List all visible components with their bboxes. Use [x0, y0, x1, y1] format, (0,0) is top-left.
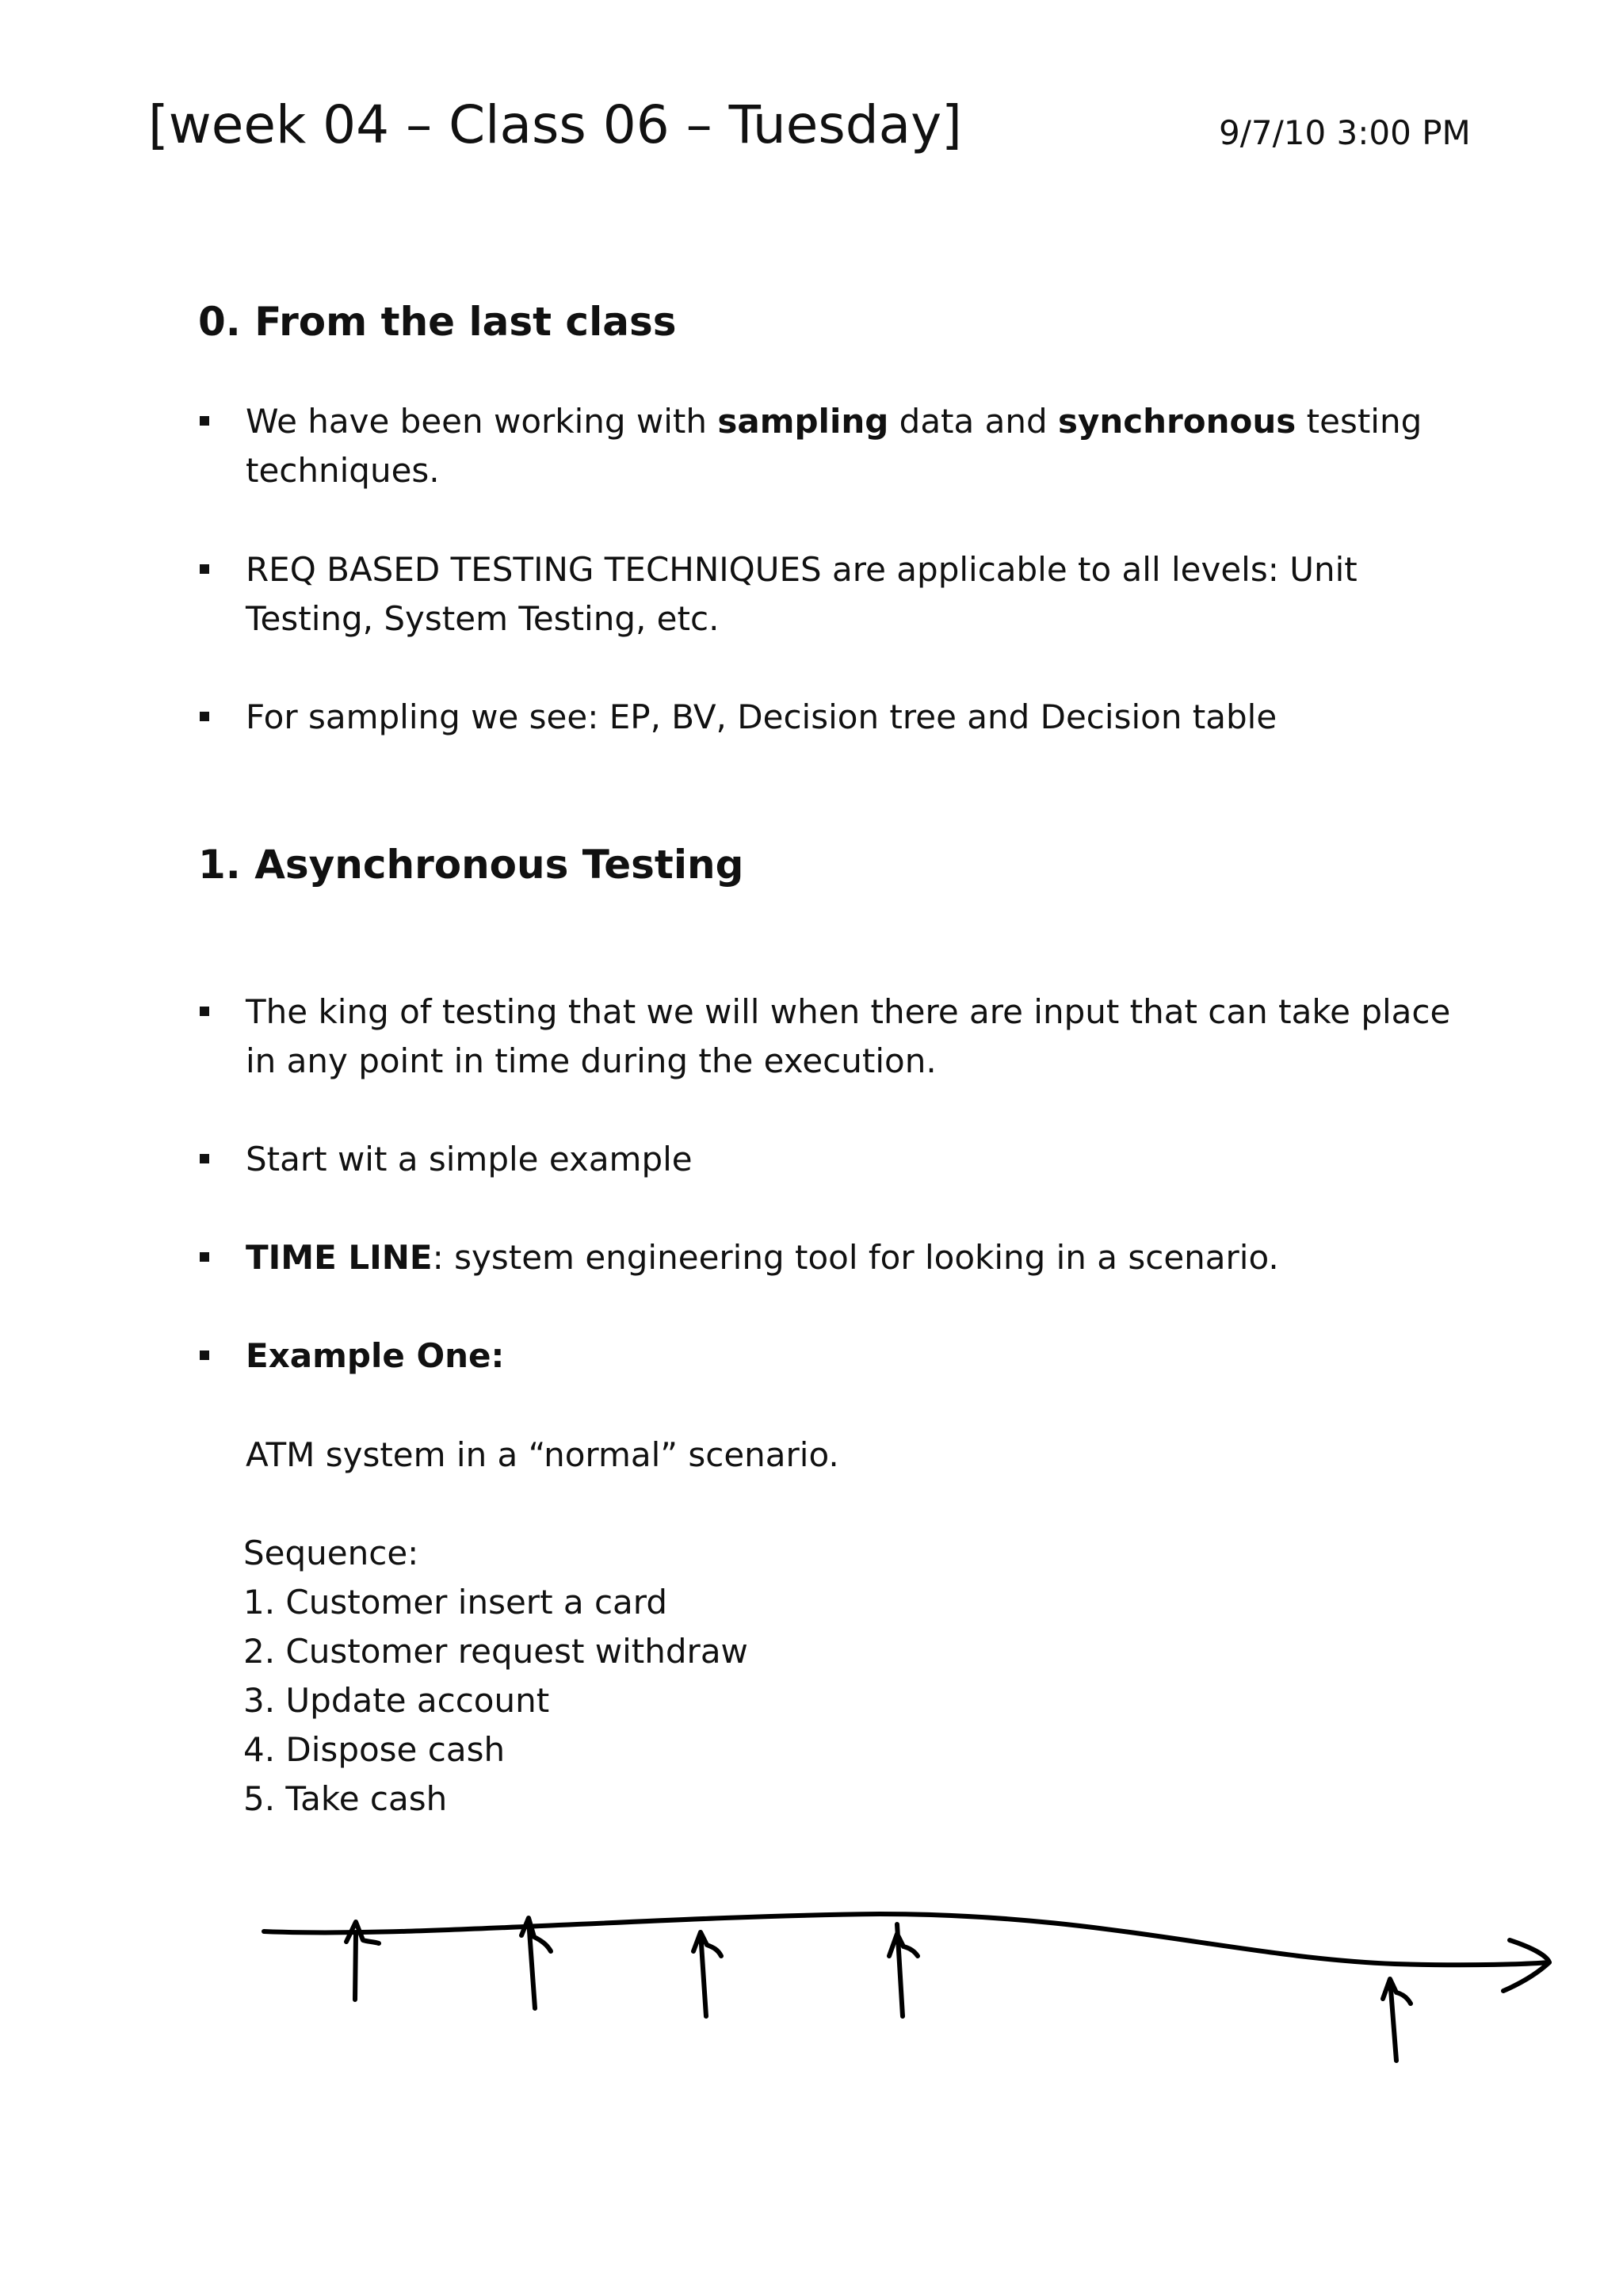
sequence-step: 1. Customer insert a card [243, 1583, 667, 1622]
bullet-square-icon [200, 712, 209, 721]
bullet-square-icon [200, 1252, 209, 1262]
list-item-text: REQ BASED TESTING TECHNIQUES are applicable to all levels: Unit Testing, System Testing, etc. [246, 550, 1358, 638]
list-item-text: For sampling we see: EP, BV, Decision tree and Decision table [246, 697, 1277, 736]
sequence-step: 4. Dispose cash [243, 1730, 506, 1769]
list-item-text: The king of testing that we will when there are input that can take place in any point in time during the execution. [246, 992, 1451, 1080]
event-marker-arrow [521, 1918, 551, 2008]
sequence-step: 5. Take cash [243, 1779, 448, 1818]
list-item-text: Example One: [246, 1336, 505, 1375]
list-item-text: We have been working with sampling data and synchronous testing techniques. [246, 402, 1423, 490]
sequence-step: 3. Update account [243, 1681, 550, 1720]
bullet-square-icon [200, 1154, 209, 1163]
bullet-square-icon [200, 564, 209, 574]
bullet-square-icon [200, 416, 209, 426]
sequence-step: 2. Customer request withdraw [243, 1632, 748, 1671]
list-item-text: Start wit a simple example [246, 1140, 693, 1179]
example-description: ATM system in a “normal” scenario. [246, 1435, 839, 1474]
event-marker-arrow [346, 1922, 379, 2000]
section-heading-asynchronous-testing: 1. Asynchronous Testing [198, 842, 744, 888]
bullet-square-icon [200, 1350, 209, 1360]
bullet-square-icon [200, 1007, 209, 1016]
page-title: [week 04 – Class 06 – Tuesday] [148, 94, 962, 155]
section-heading-from-last-class: 0. From the last class [198, 299, 677, 345]
sequence-list [243, 1529, 748, 1824]
timeline-arrowhead [1503, 1940, 1549, 1991]
event-marker-arrow [889, 1924, 918, 2016]
sequence-label: Sequence: [243, 1534, 419, 1572]
event-marker-arrow [693, 1932, 721, 2016]
timeline-axis [264, 1914, 1549, 1965]
event-marker-arrow [1383, 1979, 1411, 2061]
page-datetime: 9/7/10 3:00 PM [1219, 113, 1471, 152]
list-item-text: TIME LINE: system engineering tool for looking in a scenario. [246, 1238, 1279, 1277]
